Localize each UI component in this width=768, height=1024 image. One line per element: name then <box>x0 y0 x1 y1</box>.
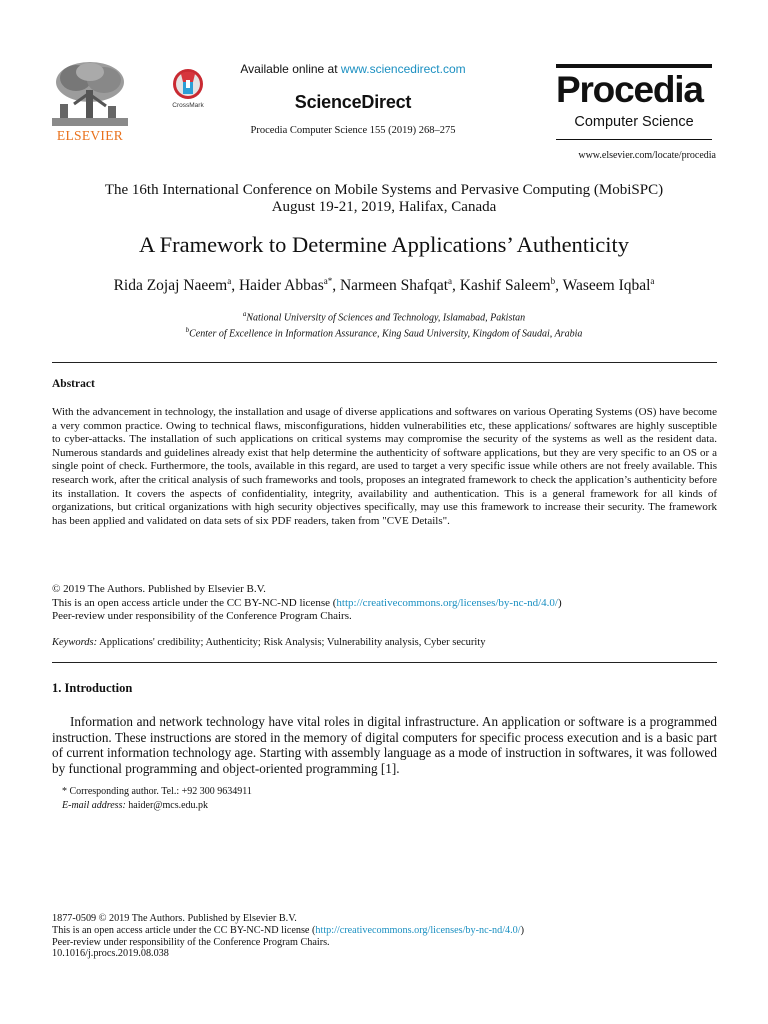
procedia-box <box>556 64 712 140</box>
conference-name: The 16th International Conference on Mobile Systems and Pervasive Computing (MobiSPC) <box>104 182 664 198</box>
affiliation-sup: b <box>185 326 190 335</box>
author-name: Narmeen Shafqat <box>339 277 449 295</box>
footer-license-link[interactable]: http://creativecommons.org/licenses/by-nc-nd/4.0/ <box>315 924 521 936</box>
keywords-label: Keywords: <box>52 637 98 648</box>
crossmark-label: CrossMark <box>172 102 204 109</box>
footnote <box>62 785 252 812</box>
license-line <box>52 597 717 611</box>
conference-dates: August 19-21, 2019, Halifax, Canada <box>271 199 497 215</box>
keywords <box>52 637 717 648</box>
procedia-logo[interactable] <box>556 64 712 146</box>
procedia-wordmark: Procedia <box>556 69 703 110</box>
affiliation-a <box>40 308 728 324</box>
sciencedirect-wordmark: ScienceDirect <box>294 92 412 112</box>
author-sup: a <box>448 276 453 286</box>
crossmark-icon <box>172 68 204 100</box>
affiliation-sup: a <box>242 310 247 318</box>
affiliation-text: Center of Excellence in Information Assurance, King Saud University, Kingdom of Saudai, Arabia <box>189 328 583 340</box>
email-address[interactable]: haider@mcs.edu.pk <box>125 799 209 811</box>
abstract-text: With the advancement in technology, the installation and usage of diverse applications and softwares on various Operating Systems (OS) have become a very common practice. Owing to technical flaws, misconfigurations, hidden vulnerabilities etc, these applications/ softwares are highly susceptible to cyber-attacks. The installation of such applications on critical systems may compromise the security of the systems as well as the resident data. Numerous standards and guidelines already exist that help determine the authenticity of software applications, but they are very specific to an OS or a single point of check. Furthermore, the tools, available in this regard, are used to target a very specific issue while others are not freely available. This research work, after the critical analysis of such frameworks and tools, proposes an integrated framework to check the application’s authenticity before its installation. It covers the aspects of confidentiality, integrity, availability and authentication. This is a general framework for all kinds of organizations, but critical organizations with high security objectives specifically, may use this framework to increase their security. The framework has been applied and validated on data sets of six PDF readers, taken from "CVE Details". <box>52 406 717 527</box>
author-sep: , <box>452 277 460 295</box>
author-name: Waseem Iqbal <box>562 277 651 295</box>
author-name: Haider Abbas <box>238 277 324 295</box>
procedia-url[interactable]: www.elsevier.com/locate/procedia <box>578 150 716 161</box>
email-label: E-mail address: <box>62 799 126 811</box>
copyright-block <box>52 583 717 624</box>
journal-reference: Procedia Computer Science 155 (2019) 268–275 <box>250 125 456 136</box>
abstract-heading: Abstract <box>52 378 95 390</box>
author-sup: b <box>550 276 556 286</box>
procedia-subtitle: Computer Science <box>574 114 694 130</box>
author-name: Kashif Saleem <box>459 277 551 295</box>
copyright-line: © 2019 The Authors. Published by Elsevier B.V. <box>52 583 266 595</box>
divider-bottom <box>52 662 717 663</box>
footer-peer-review: Peer-review under responsibility of the Conference Program Chairs. <box>52 936 330 948</box>
affiliations <box>40 308 728 341</box>
license-link[interactable]: http://creativecommons.org/licenses/by-nc-nd/4.0/ <box>336 596 558 609</box>
author-sep: , <box>231 277 239 295</box>
keywords-text: Applications' credibility; Authenticity; Risk Analysis; Vulnerability analysis, Cyber security <box>97 637 486 648</box>
footer-license-line <box>52 925 717 937</box>
corresponding-author: * Corresponding author. Tel.: +92 300 9634911 <box>62 786 252 797</box>
divider-top <box>52 362 717 363</box>
intro-text: Information and network technology have vital roles in digital infrastructure. An application or software is a programmed instruction. These instructions are stored in the memory of digital computers for specific process execution and is a basic part of current information technology age. Starting with assembly language as a mode of instruction in softwares, it was followed by functional programming and object-oriented programming [1]. <box>52 714 717 776</box>
intro-heading: 1. Introduction <box>52 681 133 695</box>
author-list <box>40 276 728 295</box>
doi[interactable]: 10.1016/j.procs.2019.08.038 <box>52 948 169 960</box>
author-sep: , <box>332 277 340 295</box>
conference-info <box>40 182 728 216</box>
footer-license-prefix: This is an open access article under the CC BY-NC-ND license ( <box>52 924 316 936</box>
license-suffix: ) <box>558 596 562 609</box>
paper-title: A Framework to Determine Applications’ Authenticity <box>138 232 630 257</box>
available-online <box>212 62 494 76</box>
available-prefix: Available online at <box>240 62 341 76</box>
author-sep: , <box>555 277 563 295</box>
issn-line: 1877-0509 © 2019 The Authors. Published by Elsevier B.V. <box>52 913 297 924</box>
affiliation-b <box>40 324 728 340</box>
sciencedirect-link[interactable]: www.sciencedirect.com <box>340 62 466 76</box>
peer-review-line: Peer-review under responsibility of the Conference Program Chairs. <box>52 610 352 623</box>
crossmark-badge[interactable] <box>166 68 210 109</box>
author-sup: a <box>650 276 655 286</box>
email-line <box>62 799 252 813</box>
author-name: Rida Zojaj Naeem <box>113 277 228 295</box>
journal-header <box>212 62 494 136</box>
affiliation-text: National University of Sciences and Technology, Islamabad, Pakistan <box>246 312 526 324</box>
elsevier-tree-icon <box>52 60 128 126</box>
footer-license-suffix: ) <box>520 924 525 936</box>
author-sup: a* <box>323 276 333 286</box>
elsevier-logo[interactable] <box>48 60 132 150</box>
page-footer <box>52 913 717 960</box>
author-sup: a <box>227 276 232 286</box>
elsevier-wordmark: ELSEVIER <box>56 128 124 143</box>
license-prefix: This is an open access article under the CC BY-NC-ND license ( <box>52 596 337 609</box>
